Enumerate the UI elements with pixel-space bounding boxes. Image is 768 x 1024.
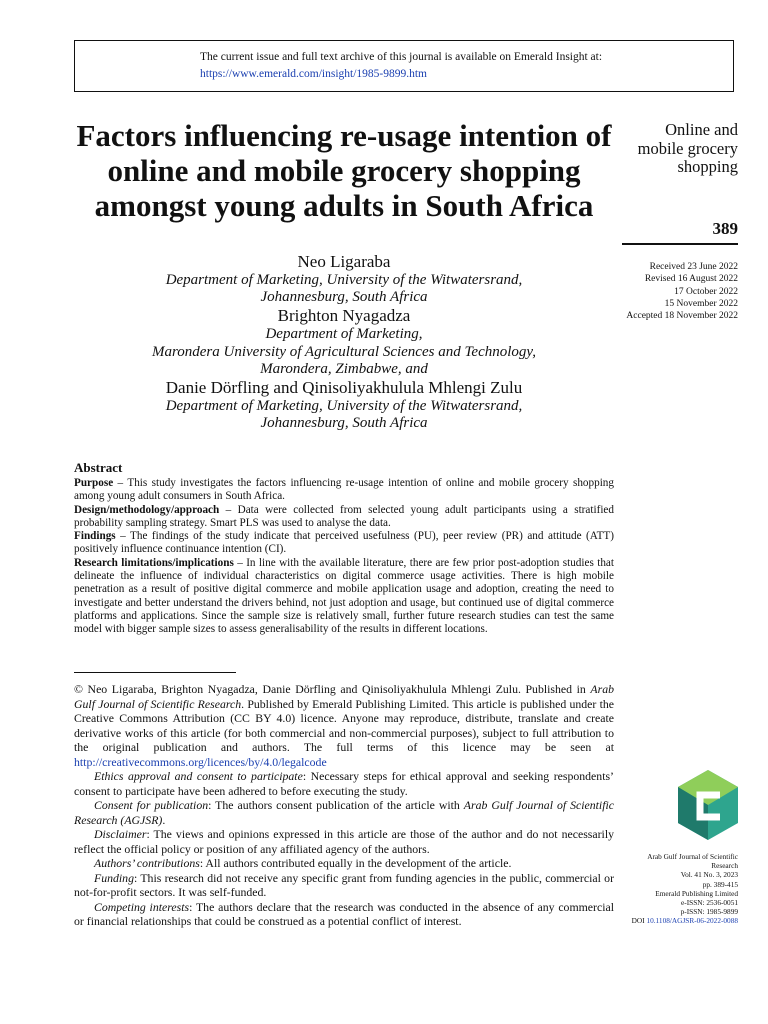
contributions-statement — [74, 856, 614, 871]
disclaimer-statement — [74, 827, 614, 856]
copyright-text: . Published by Emerald Publishing Limited. This article is published under the Creative Commons Attribution (CC BY 4.0) licence. Anyone may reproduce, distribute, translate and create derivative works of this article (for both commercial and non-commercial purposes), subject to full attribution to the original publication and authors. The full terms of this licence may be seen at — [74, 696, 614, 754]
statement-label: Disclaimer — [94, 827, 147, 841]
doi-line — [604, 916, 738, 925]
author-affiliation: Department of Marketing, University of the Witwatersrand, — [165, 398, 523, 415]
statement-text: : All authors contributed equally in the development of the article. — [199, 856, 512, 870]
banner-text: The current issue and full text archive of this journal is available on Emerald Insight at: — [200, 51, 603, 63]
licence-link[interactable]: http://creativecommons.org/licences/by/4.0/legalcode — [74, 754, 327, 769]
footnote-rule — [74, 672, 236, 673]
competing-interests-statement — [74, 900, 614, 929]
page-number: 389 — [712, 219, 738, 238]
margin-divider — [622, 243, 738, 245]
author-affiliation: Marondera University of Agricultural Sciences and Technology, — [152, 343, 536, 360]
author-affiliation: Department of Marketing, University of the Witwatersrand, — [165, 272, 523, 288]
abstract-design — [74, 504, 614, 531]
date-line: Revised 16 August 2022 — [644, 274, 738, 285]
date-line: 15 November 2022 — [664, 298, 738, 309]
section-label: Findings — [74, 530, 116, 543]
license-block — [74, 682, 614, 929]
article-title: Factors influencing re-usage intention of online and mobile grocery shopping amongst young adults in South Africa — [76, 118, 612, 223]
statement-text: : The authors consent publication of the article with — [208, 798, 464, 812]
journal-info-line: Research — [711, 861, 738, 871]
copyright-text: © Neo Ligaraba, Brighton Nyagadza, Danie Dörfling and Qinisoliyakhulula Mhlengi Zulu. Published in — [74, 682, 591, 696]
journal-info-line: pp. 389-415 — [702, 879, 738, 889]
running-title-line: shopping — [677, 157, 738, 176]
statement-text: . — [162, 812, 166, 827]
running-title-line: Online and — [665, 120, 738, 139]
abstract-purpose — [74, 477, 614, 504]
author-affiliation: Johannesburg, South Africa — [260, 415, 428, 432]
section-label: Design/methodology/approach — [74, 503, 220, 516]
author-block — [74, 252, 614, 432]
abstract-findings — [74, 530, 614, 557]
copyright-statement — [74, 682, 614, 769]
journal-name: Arab Gulf Journal of Scientific Research (AGJSR) — [74, 798, 614, 827]
author-name: Neo Ligaraba — [297, 252, 391, 271]
statement-text: : The views and opinions expressed in this article are those of the author and do not necessarily reflect the official policy or position of any affiliated agency of the authors. — [74, 827, 614, 856]
statement-text: : This research did not receive any specific grant from funding agencies in the public, commercial or not-for-profit sectors. It was self-funded. — [74, 870, 614, 899]
section-text: – In line with the available literature, there are few prior post-adoption studies that delineate the influence of individual characteristics on digital commerce usage activities. There is high mobile penetration as a result of positive digital commerce and mobile application usage and adoption, creating the need to investigate and better understand the drivers behind, not just adoption and usage, but continued use of digital commerce platforms and applications. Since the sample size is relatively small, further future research studies can test the same model with bigger sample sizes to assess generalisability of the results in different locations. — [74, 556, 614, 636]
date-line: 17 October 2022 — [674, 286, 738, 297]
doi-link[interactable]: 10.1108/AGJSR-06-2022-0088 — [646, 916, 738, 926]
journal-archive-link[interactable]: https://www.emerald.com/insight/1985-9899.htm — [200, 68, 427, 80]
statement-label: Authors’ contributions — [94, 856, 200, 870]
abstract-body — [74, 477, 614, 637]
section-label: Research limitations/implications — [74, 556, 234, 569]
access-banner — [74, 40, 734, 92]
date-line: Accepted 18 November 2022 — [626, 311, 738, 322]
funding-statement — [74, 871, 614, 900]
author-name: Danie Dörfling and Qinisoliyakhulula Mhlengi Zulu — [165, 378, 523, 398]
statement-label: Competing interests — [94, 899, 190, 914]
statement-text: : The authors declare that the research was conducted in the absence of any commercial or financial relationships that could be construed as a potential conflict of interest. — [74, 899, 614, 928]
author-affiliation: Marondera, Zimbabwe, and — [260, 360, 428, 377]
journal-info-line: p-ISSN: 1985-9899 — [680, 907, 738, 917]
doi-label: DOI — [631, 916, 647, 926]
running-title — [600, 121, 738, 177]
date-line: Received 23 June 2022 — [649, 262, 738, 272]
journal-info-line: Emerald Publishing Limited — [655, 888, 738, 898]
statement-label: Consent for publication — [94, 798, 209, 812]
author-affiliation: Department of Marketing, — [265, 326, 423, 343]
section-text: – The findings of the study indicate that perceived usefulness (PU), peer review (PR) and attitude (ATT) positively influence continuance intention (CI). — [74, 530, 614, 556]
statement-label: Funding — [94, 870, 134, 885]
section-text: – Data were collected from selected young adult participants using a stratified probability sampling strategy. Smart PLS was used to analyse the data. — [74, 503, 614, 529]
consent-statement — [74, 798, 614, 827]
journal-info-line: Vol. 41 No. 3, 2023 — [680, 870, 738, 880]
statement-text: : Necessary steps for ethical approval and seeking respondents’ consent to participate have been adhered to before executing the study. — [74, 769, 614, 798]
journal-info — [604, 852, 738, 926]
author-affiliation: Johannesburg, South Africa — [260, 289, 428, 306]
section-label: Purpose — [74, 477, 114, 489]
statement-label: Ethics approval and consent to participate — [94, 769, 303, 783]
open-access-logo — [676, 768, 740, 842]
abstract-limitations — [74, 557, 614, 637]
running-title-line: mobile grocery — [637, 138, 738, 158]
hexagon-logo-icon — [676, 768, 740, 842]
journal-info-line: e-ISSN: 2536-0051 — [681, 898, 738, 908]
journal-info-line: Arab Gulf Journal of Scientific — [647, 852, 738, 861]
ethics-statement — [74, 769, 614, 798]
section-text: – This study investigates the factors influencing re-usage intention of online and mobile grocery shopping among young adult consumers in South Africa. — [74, 477, 614, 503]
journal-name: Arab Gulf Journal of Scientific Research — [74, 682, 614, 711]
author-name: Brighton Nyagadza — [277, 306, 411, 326]
abstract-heading: Abstract — [74, 460, 123, 475]
